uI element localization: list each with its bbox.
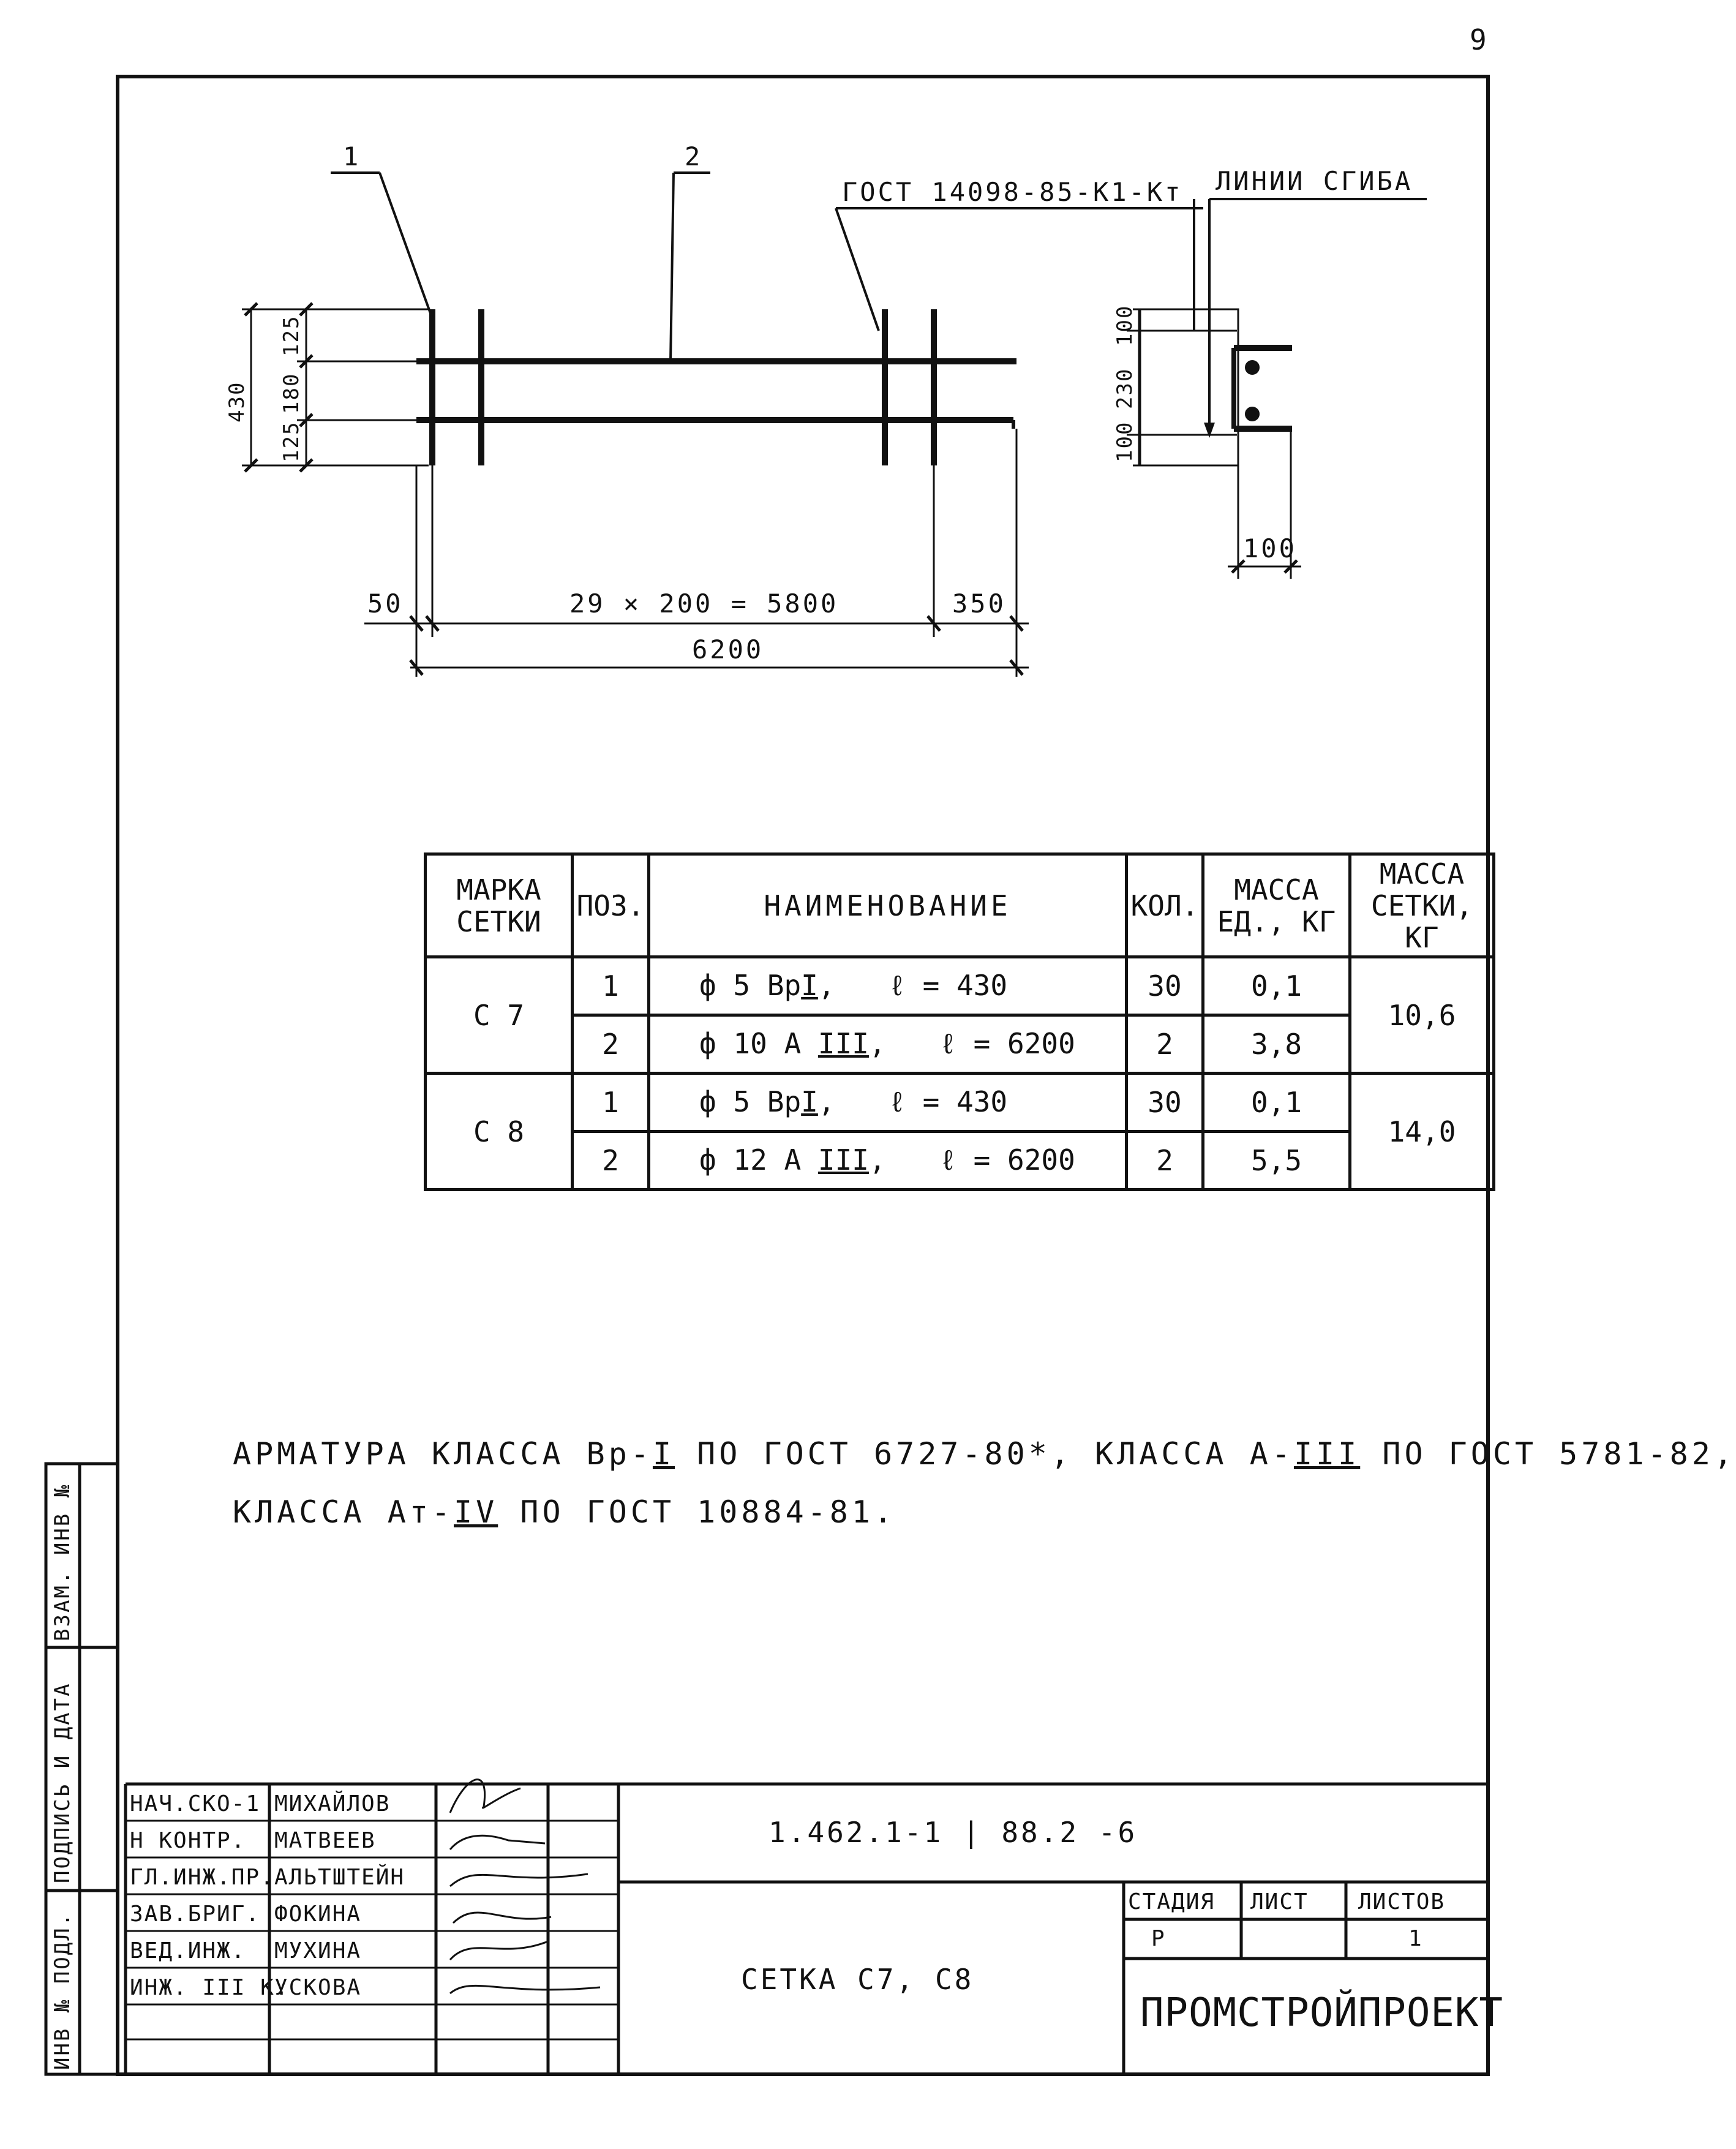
table-row [426,957,1494,1015]
pos: 2 [573,1132,649,1190]
pos: 1 [573,957,649,1015]
drawing-title: СЕТКА С7, С8 [741,1963,974,1996]
tb-role: Н КОНТР. [130,1828,246,1853]
mark-c8: С 8 [426,1074,573,1190]
item-name: ф 5 ВрI, ℓ = 430 [649,957,1127,1015]
tb-name: АЛЬТШТЕЙН [274,1865,405,1890]
item-name: ф 5 ВрI, ℓ = 430 [649,1074,1127,1132]
pos: 1 [573,1074,649,1132]
callout-1-label: 1 [343,141,361,171]
signatures [450,1780,600,1993]
page-number: 9 [1470,23,1487,56]
sheet-label: ЛИСТ [1250,1889,1309,1914]
length: ℓ = 6200 [939,1143,1075,1176]
item-name: ф 12 А III, ℓ = 6200 [649,1132,1127,1190]
side-inv-orig: ИНВ № ПОДЛ. [50,1911,75,2070]
dim-middle: 180 [279,372,304,414]
dim-top: 125 [279,315,304,356]
note-class: IV [454,1494,498,1530]
transverse-bars [432,309,934,465]
header-name: НАИМЕНОВАНИЕ [649,854,1127,957]
dim-hook: 100 [1243,533,1297,563]
header-qty: КОЛ. [1127,854,1203,957]
bend-lines [1194,199,1427,438]
left-dimensions [242,309,429,465]
right-dimensions [1127,309,1237,465]
organization-name: ПРОМСТРОЙПРОЕКТ [1140,1990,1503,2036]
note-class: I [652,1436,675,1472]
tb-role: ВЕД.ИНЖ. [130,1938,246,1963]
dim-right-offset: 350 [952,589,1006,619]
diameter: ф 10 А [699,1026,802,1060]
bend-lines-label: ЛИНИИ СГИБА [1216,166,1413,196]
dim-spacing: 29 × 200 = 5800 [569,589,839,619]
side-sign-date: ПОДПИСЬ И ДАТА [50,1682,75,1883]
steel-class: I [801,968,818,1002]
unit-mass: 5,5 [1203,1132,1350,1190]
tb-role: ИНЖ. III К. [130,1975,290,2000]
stage-value: Р [1151,1926,1166,1951]
qty: 2 [1127,1015,1203,1074]
dim-right-bottom: 100 [1113,421,1137,462]
dim-right-middle: 230 [1113,367,1137,409]
length: ℓ = 430 [889,1085,1008,1118]
longitudinal-bars [416,361,1016,420]
callout-2-label: 2 [685,141,703,171]
note-text: ПО ГОСТ 5781-82, [1360,1436,1736,1472]
steel-class: III [817,1143,869,1176]
diameter: ф 5 Вр [699,968,802,1002]
side-vzam-inv: ВЗАМ. ИНВ № [50,1483,75,1641]
qty: 30 [1127,1074,1203,1132]
mesh-mass-c7: 10,6 [1350,957,1494,1074]
header-mark: МАРКА СЕТКИ [426,854,573,957]
note-class: III [1293,1436,1361,1472]
length: ℓ = 6200 [939,1026,1075,1060]
note-text: ПО ГОСТ 10884-81. [498,1494,896,1530]
tb-role: ЗАВ.БРИГ. [130,1902,261,1927]
stage-label: СТАДИЯ [1128,1889,1216,1914]
unit-mass: 0,1 [1203,1074,1350,1132]
tb-role: ГЛ.ИНЖ.ПР. [130,1865,275,1890]
unit-mass: 0,1 [1203,957,1350,1015]
table-row [426,1074,1494,1132]
header-mesh-mass: МАССА СЕТКИ, КГ [1350,854,1494,957]
mark-c7: С 7 [426,957,573,1074]
dim-right-top: 100 [1113,304,1137,346]
diameter: ф 12 А [699,1143,802,1176]
sheets-label: ЛИСТОВ [1358,1889,1446,1914]
note-text: ПО ГОСТ 6727-80*, КЛАССА А- [675,1436,1294,1472]
end-view [1140,309,1292,465]
mesh-mass-c8: 14,0 [1350,1074,1494,1190]
sheets-value: 1 [1408,1926,1423,1951]
tb-name: МИХАЙЛОВ [274,1791,391,1816]
table-header-row [426,854,1494,957]
qty: 2 [1127,1132,1203,1190]
note-line-2 [233,1494,896,1530]
note-text: АРМАТУРА КЛАССА Вр- [233,1436,653,1472]
dim-total-height: 430 [225,381,249,423]
header-pos: ПОЗ. [573,854,649,957]
dim-left-offset: 50 [367,589,404,619]
table-row [426,1015,1494,1074]
qty: 30 [1127,957,1203,1015]
steel-class: I [801,1085,818,1118]
header-unit-mass: МАССА ЕД., КГ [1203,854,1350,957]
dim-bottom: 125 [279,421,304,462]
steel-class: III [817,1026,869,1060]
tb-role: НАЧ.СКО-1 [130,1791,261,1816]
tb-name: МУХИНА [274,1938,362,1963]
drawing-designation: 1.462.1-1 | 88.2 -6 [768,1816,1138,1849]
tb-name: МАТВЕЕВ [274,1828,376,1853]
length: ℓ = 430 [889,968,1008,1002]
item-name: ф 10 А III, ℓ = 6200 [649,1015,1127,1074]
title-block-rows [126,1821,618,2039]
dim-total-length: 6200 [692,634,764,664]
unit-mass: 3,8 [1203,1015,1350,1074]
table-row [426,1132,1494,1190]
tb-name: ФОКИНА [274,1902,362,1927]
specification-table [424,852,1495,1191]
diameter: ф 5 Вр [699,1085,802,1118]
note-line-1 [233,1436,1736,1472]
tb-name: УСКОВА [274,1975,362,2000]
pos: 2 [573,1015,649,1074]
standard-label: ГОСТ 14098-85-К1-Кт [842,177,1183,207]
note-text: КЛАССА Ат- [233,1494,454,1530]
